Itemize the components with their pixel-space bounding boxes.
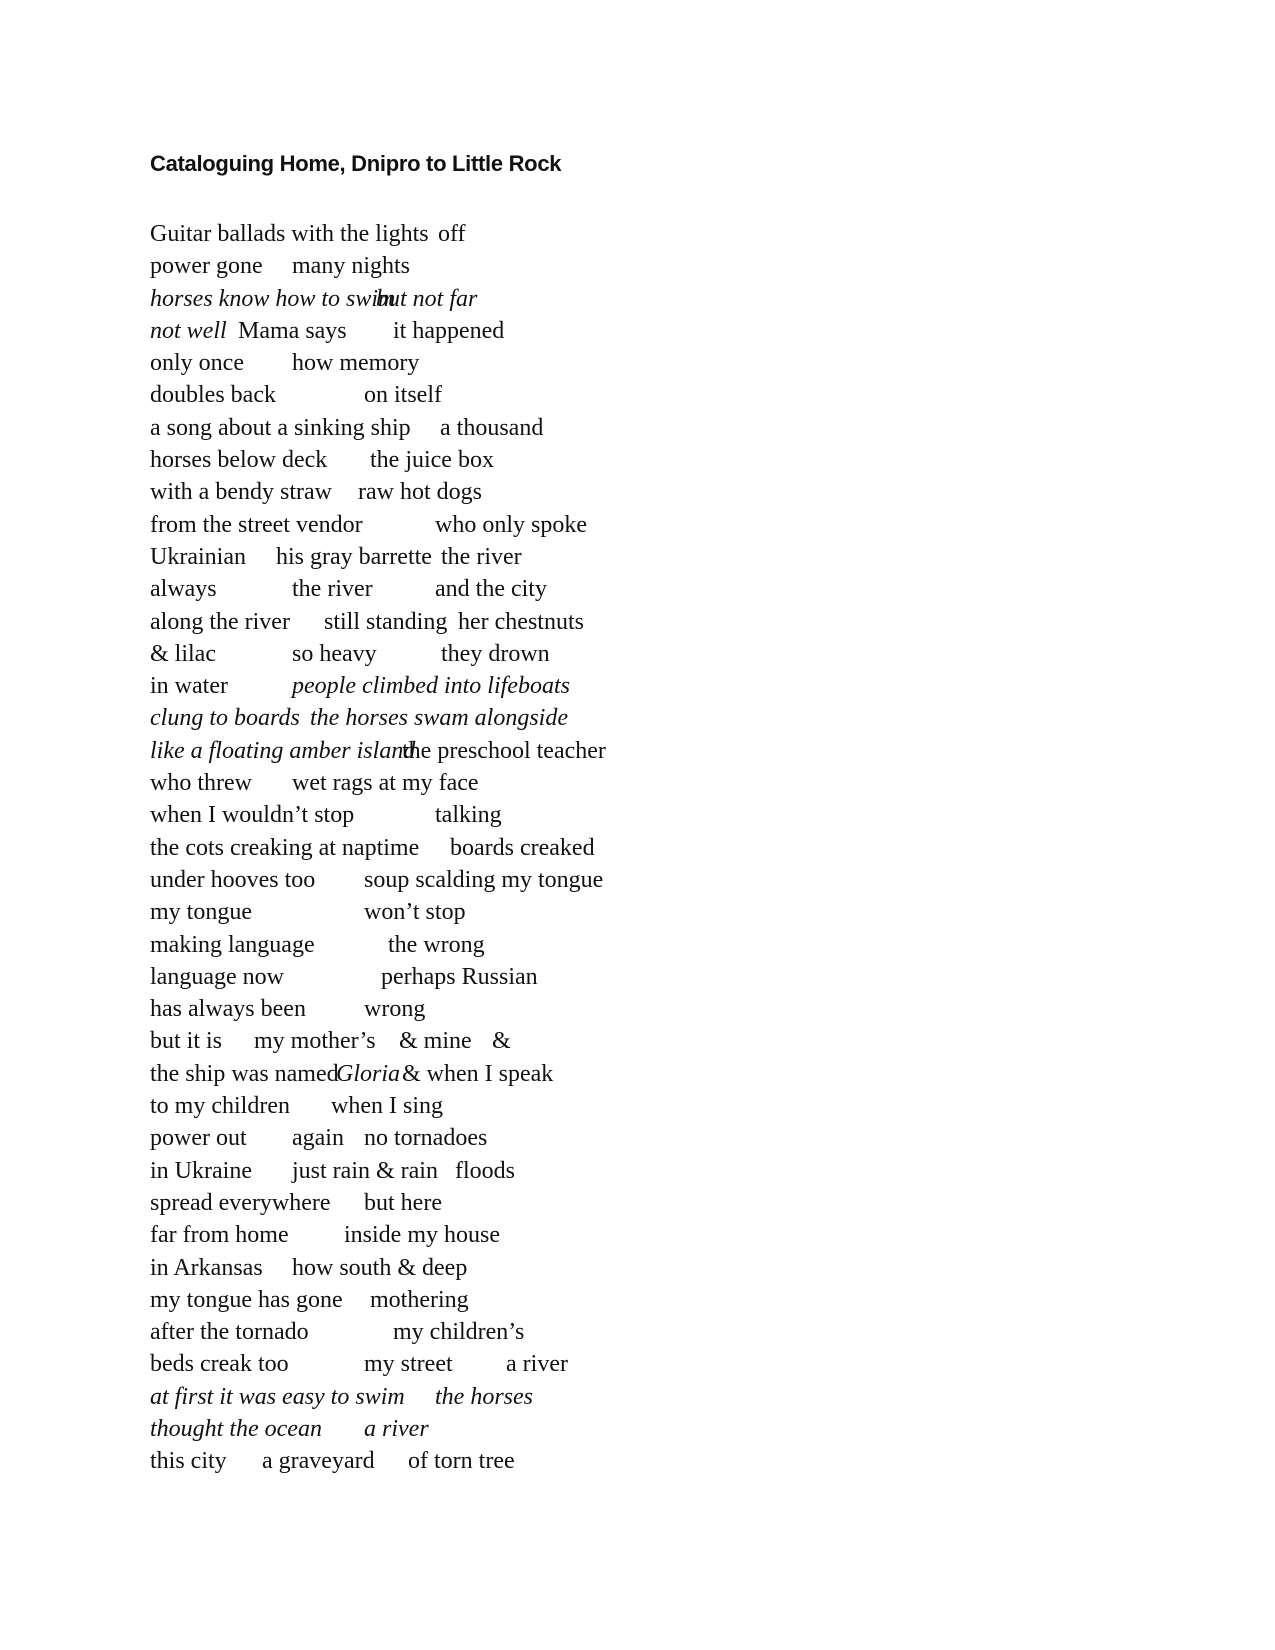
poem-line xyxy=(150,1349,910,1381)
poem-phrase: doubles back xyxy=(150,382,276,409)
poem-line xyxy=(150,348,910,380)
poem-phrase: again xyxy=(292,1125,344,1152)
poem-line xyxy=(150,671,910,703)
poem-phrase: a song about a sinking ship xyxy=(150,414,411,441)
poem-line xyxy=(150,800,910,832)
poem-phrase: how memory xyxy=(292,350,420,377)
poem-line xyxy=(150,1091,910,1123)
poem-phrase: a river xyxy=(506,1351,568,1378)
poem-phrase: off xyxy=(438,221,466,247)
poem-line xyxy=(150,1317,910,1349)
poem-line xyxy=(150,607,910,639)
poem-phrase: has always been xyxy=(150,996,306,1023)
poem-line xyxy=(150,510,910,542)
poem-phrase: who threw xyxy=(150,770,252,797)
poem-phrase: his gray barrette xyxy=(276,543,432,570)
poem-phrase: perhaps Russian xyxy=(381,963,538,990)
poem-phrase: a thousand xyxy=(440,414,544,441)
poem-phrase: still standing xyxy=(324,608,448,635)
poem-line xyxy=(150,1253,910,1285)
poem-phrase: soup scalding my tongue xyxy=(364,866,604,893)
poem-phrase: people climbed into lifeboats xyxy=(292,673,570,700)
poem-phrase: mothering xyxy=(370,1286,469,1313)
poem-line xyxy=(150,1026,910,1058)
poem-phrase: Mama says xyxy=(238,317,347,344)
poem-phrase: beds creak too xyxy=(150,1351,289,1378)
poem-line xyxy=(150,865,910,897)
poem-phrase: when I sing xyxy=(331,1093,443,1120)
poem-line xyxy=(150,219,910,251)
poem-phrase: my tongue xyxy=(150,899,252,926)
poem-phrase: after the tornado xyxy=(150,1319,309,1346)
poem-phrase: the preschool teacher xyxy=(402,737,606,764)
poem-line xyxy=(150,445,910,477)
poem-phrase: to my children xyxy=(150,1093,290,1120)
poem-phrase: in water xyxy=(150,673,228,700)
poem-phrase: power gone xyxy=(150,253,263,280)
poem-line xyxy=(150,477,910,509)
poem-phrase: boards creaked xyxy=(450,834,595,861)
poem-body xyxy=(150,219,910,1479)
poem-phrase: & xyxy=(492,1028,511,1055)
poem-phrase: the river xyxy=(441,543,522,570)
poem-phrase: talking xyxy=(435,802,502,829)
poem-line xyxy=(150,1285,910,1317)
poem-phrase: only once xyxy=(150,350,244,377)
poem-line xyxy=(150,1188,910,1220)
poem-line xyxy=(150,1220,910,1252)
poem-line xyxy=(150,380,910,412)
poem-phrase: at first it was easy to swim xyxy=(150,1383,405,1410)
poem-phrase: in Arkansas xyxy=(150,1254,263,1281)
poem-phrase: many nights xyxy=(292,253,410,280)
poem-phrase: but here xyxy=(364,1189,442,1216)
poem-phrase: but it is xyxy=(150,1028,223,1055)
poem-phrase: Guitar ballads with the lights xyxy=(150,221,429,247)
poem-phrase: the river xyxy=(292,576,373,603)
poem-line xyxy=(150,316,910,348)
poem-phrase: when I wouldn’t stop xyxy=(150,802,355,829)
poem-phrase: thought the ocean xyxy=(150,1415,322,1442)
poem-line xyxy=(150,284,910,316)
poem-phrase: my children’s xyxy=(393,1319,525,1346)
poem-phrase: just rain & rain xyxy=(292,1157,438,1184)
poem-phrase: my street xyxy=(364,1351,453,1378)
poem-line xyxy=(150,1414,910,1446)
poem-phrase: the juice box xyxy=(370,447,494,474)
poem-phrase: horses below deck xyxy=(150,447,328,474)
poem-phrase: on itself xyxy=(364,382,442,409)
poem-phrase: inside my house xyxy=(344,1222,500,1249)
poem-phrase: of torn tree xyxy=(408,1448,515,1475)
poem-line xyxy=(150,962,910,994)
poem-line xyxy=(150,1059,910,1091)
poem-phrase: a graveyard xyxy=(262,1448,375,1475)
poem-line xyxy=(150,768,910,800)
poem-phrase: language now xyxy=(150,963,284,990)
poem-phrase: her chestnuts xyxy=(458,608,584,635)
poem-line xyxy=(150,251,910,283)
poem-title: Cataloguing Home, Dnipro to Little Rock xyxy=(150,151,562,176)
poem-phrase: & when I speak xyxy=(402,1060,554,1087)
poem-phrase: & mine xyxy=(399,1028,472,1055)
poem-phrase: so heavy xyxy=(292,640,377,667)
poem-phrase: who only spoke xyxy=(435,511,587,538)
poem-phrase: from the street vendor xyxy=(150,511,363,538)
poem-phrase: wrong xyxy=(364,996,426,1023)
poem-phrase: spread everywhere xyxy=(150,1189,331,1216)
poem-phrase: but not far xyxy=(376,285,478,312)
poem-line xyxy=(150,413,910,445)
poem-phrase: always xyxy=(150,576,217,603)
poem-phrase: the wrong xyxy=(388,931,485,958)
poem-phrase: my tongue has gone xyxy=(150,1286,343,1313)
poem-line xyxy=(150,1123,910,1155)
poem-phrase: floods xyxy=(455,1157,515,1184)
poem-phrase: no tornadoes xyxy=(364,1125,488,1152)
poem-line xyxy=(150,639,910,671)
poem-phrase: it happened xyxy=(393,317,505,344)
poem-phrase: how south & deep xyxy=(292,1254,468,1281)
poem-line xyxy=(150,1156,910,1188)
poem-phrase: power out xyxy=(150,1125,247,1152)
poem-phrase: a river xyxy=(364,1415,429,1442)
poem-phrase: clung to boards xyxy=(150,705,300,732)
poem-phrase: the horses xyxy=(435,1383,533,1410)
poem-phrase: far from home xyxy=(150,1222,289,1249)
poem-phrase: they drown xyxy=(441,640,550,667)
poem-phrase: and the city xyxy=(435,576,547,603)
poem-phrase: like a floating amber island xyxy=(150,737,416,764)
poem-phrase: & lilac xyxy=(150,640,216,667)
poem-phrase: horses know how to swim xyxy=(150,285,396,312)
poem-phrase: not well xyxy=(150,317,227,344)
poem-phrase: this city xyxy=(150,1448,227,1475)
poem-phrase: under hooves too xyxy=(150,866,316,893)
poem-phrase: wet rags at my face xyxy=(292,770,479,797)
poem-line xyxy=(150,897,910,929)
poem-line xyxy=(150,736,910,768)
poem-phrase: won’t stop xyxy=(364,899,466,926)
poem-line xyxy=(150,542,910,574)
poem-line xyxy=(150,833,910,865)
poem-phrase: the cots creaking at naptime xyxy=(150,834,420,861)
poem-line xyxy=(150,574,910,606)
poem-phrase: Gloria xyxy=(336,1060,401,1087)
poem-line xyxy=(150,994,910,1026)
poem-phrase: the ship was named xyxy=(150,1060,339,1087)
poem-phrase: with a bendy straw xyxy=(150,479,332,506)
poem-phrase: my mother’s xyxy=(254,1028,376,1055)
poem-phrase: raw hot dogs xyxy=(358,479,482,506)
poem-phrase: the horses swam alongside xyxy=(310,705,568,732)
poem-line xyxy=(150,1446,910,1478)
poem-phrase: in Ukraine xyxy=(150,1157,252,1184)
poem-phrase: making language xyxy=(150,931,315,958)
poem-phrase: along the river xyxy=(150,608,290,635)
poem-line xyxy=(150,930,910,962)
poem-line xyxy=(150,703,910,735)
poem-phrase: Ukrainian xyxy=(150,543,246,570)
poem-line xyxy=(150,1382,910,1414)
